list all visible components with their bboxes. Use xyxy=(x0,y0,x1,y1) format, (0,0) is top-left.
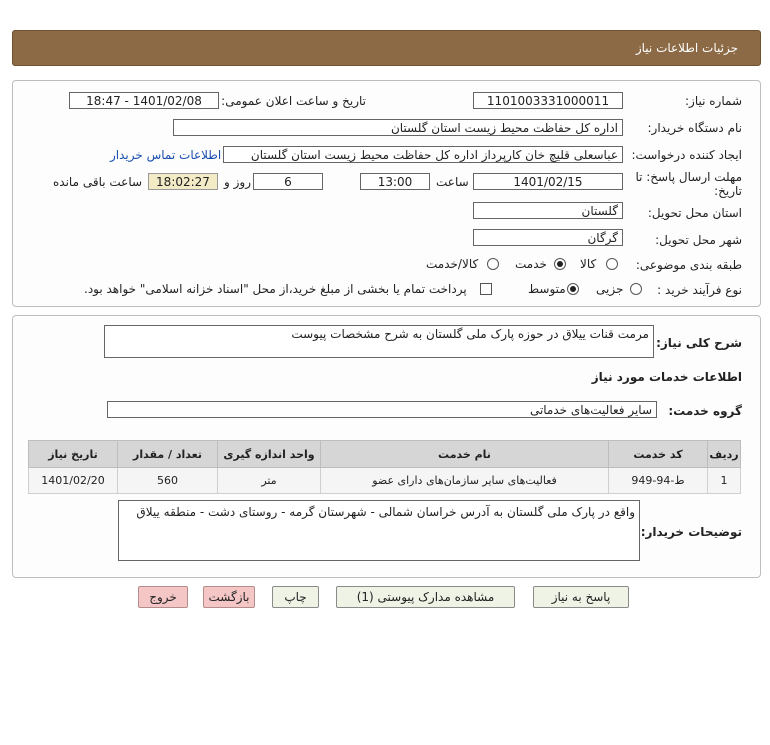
category-option-goods-service: کالا/خدمت xyxy=(426,257,479,271)
buyer-contact-link[interactable]: اطلاعات تماس خریدار xyxy=(110,148,222,162)
cell-quantity: 560 xyxy=(118,468,218,494)
col-service-name: نام خدمت xyxy=(321,441,609,468)
buyer-org-field[interactable]: اداره کل حفاظت محیط زیست استان گلستان xyxy=(173,119,623,136)
deadline-date-field[interactable]: 1401/02/15 xyxy=(473,173,623,190)
cell-service-code: ط-94-949 xyxy=(609,468,708,494)
announce-date-field[interactable]: 1401/02/08 - 18:47 xyxy=(69,92,219,109)
process-radio-medium[interactable] xyxy=(567,283,579,295)
services-heading: اطلاعات خدمات مورد نیاز xyxy=(591,370,742,384)
process-type-label: نوع فرآیند خرید : xyxy=(657,283,742,297)
cell-need-date: 1401/02/20 xyxy=(29,468,118,494)
category-option-goods: کالا xyxy=(580,257,597,271)
days-field[interactable]: 6 xyxy=(253,173,323,190)
creator-label: ایجاد کننده درخواست: xyxy=(631,148,742,162)
service-group-label: گروه خدمت: xyxy=(668,404,742,418)
table-row xyxy=(29,468,741,494)
buyer-org-label: نام دستگاه خریدار: xyxy=(647,121,742,135)
process-option-medium: متوسط xyxy=(528,282,566,296)
days-label: روز و xyxy=(224,175,251,189)
page-header xyxy=(12,30,761,66)
deadline-time-label: ساعت xyxy=(436,175,469,189)
need-number-label: شماره نیاز: xyxy=(685,94,742,108)
category-radio-goods[interactable] xyxy=(606,258,618,270)
page-title: جزئیات اطلاعات نیاز xyxy=(635,41,738,55)
city-field[interactable]: گرگان xyxy=(473,229,623,246)
remaining-time-field: 18:02:27 xyxy=(148,173,218,190)
category-option-service: خدمت xyxy=(515,257,547,271)
province-label: استان محل تحویل: xyxy=(647,206,742,220)
buyer-notes-field[interactable]: واقع در پارک ملی گلستان به آدرس خراسان شمالی - شهرستان گرمه - روستای دشت - منطقه ییلاق xyxy=(118,500,640,561)
reply-button[interactable]: پاسخ به نیاز xyxy=(533,586,629,608)
view-documents-button[interactable]: مشاهده مدارک پیوستی (1) xyxy=(336,586,515,608)
city-label: شهر محل تحویل: xyxy=(655,233,742,247)
exit-button[interactable]: خروج xyxy=(138,586,188,608)
back-button[interactable]: بازگشت xyxy=(203,586,255,608)
service-group-field[interactable]: سایر فعالیت‌های خدماتی xyxy=(107,401,657,418)
col-need-date: تاریخ نیاز xyxy=(29,441,118,468)
need-summary-label: شرح کلی نیاز: xyxy=(656,336,742,350)
process-option-minor: جزیی xyxy=(596,282,624,296)
announce-date-label: تاریخ و ساعت اعلان عمومی: xyxy=(221,94,366,108)
creator-field[interactable]: عباسعلی قلیچ خان کارپرداز اداره کل حفاظت محیط زیست استان گلستان xyxy=(223,146,623,163)
treasury-payment-checkbox[interactable] xyxy=(480,283,492,295)
need-summary-field[interactable]: مرمت قنات ییلاق در حوزه پارک ملی گلستان به شرح مشخصات پیوست xyxy=(104,325,654,358)
col-unit: واحد اندازه گیری xyxy=(218,441,321,468)
col-service-code: کد خدمت xyxy=(609,441,708,468)
category-radio-goods-service[interactable] xyxy=(487,258,499,270)
deadline-time-field[interactable]: 13:00 xyxy=(360,173,430,190)
remaining-time-label: ساعت باقی مانده xyxy=(53,175,143,189)
table-header-row xyxy=(29,441,741,468)
cell-row: 1 xyxy=(708,468,741,494)
cell-unit: متر xyxy=(218,468,321,494)
services-table xyxy=(28,440,741,494)
province-field[interactable]: گلستان xyxy=(473,202,623,219)
process-radio-minor[interactable] xyxy=(630,283,642,295)
category-radio-service[interactable] xyxy=(554,258,566,270)
need-number-field[interactable]: 1101003331000011 xyxy=(473,92,623,109)
col-row: ردیف xyxy=(708,441,741,468)
category-label: طبقه بندی موضوعی: xyxy=(635,258,742,272)
col-quantity: تعداد / مقدار xyxy=(118,441,218,468)
buyer-notes-label: توضیحات خریدار: xyxy=(640,525,742,539)
treasury-payment-note: پرداخت تمام یا بخشی از مبلغ خرید،از محل "اسناد خزانه اسلامی" خواهد بود. xyxy=(84,282,467,296)
deadline-label: مهلت ارسال پاسخ: تا تاریخ: xyxy=(635,170,742,198)
cell-service-name: فعالیت‌های سایر سازمان‌های دارای عضو xyxy=(321,468,609,494)
print-button[interactable]: چاپ xyxy=(272,586,319,608)
